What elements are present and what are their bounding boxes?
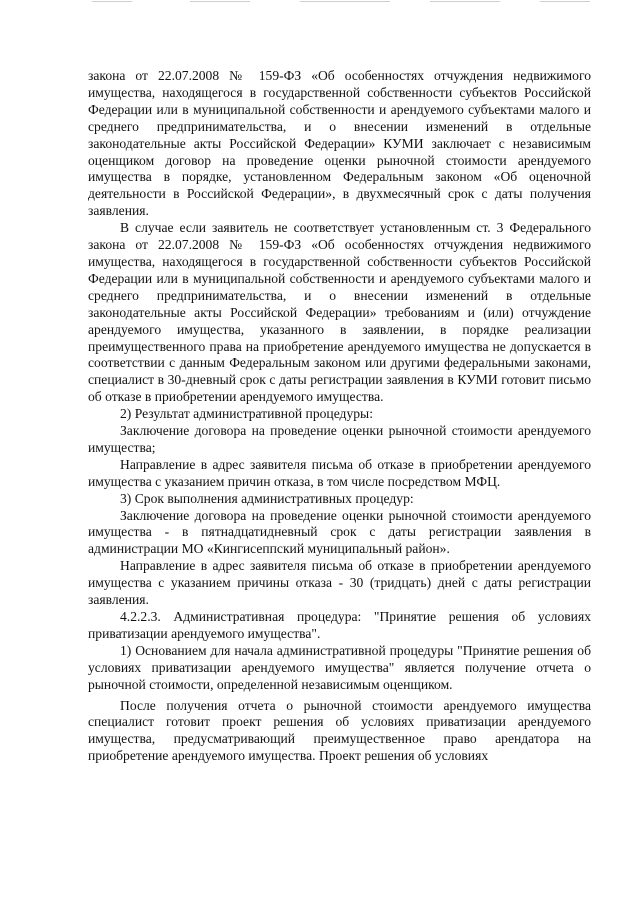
paragraph-5: Направление в адрес заявителя письма об отказе в приобретении арендуемого имущества с указанием причин отказа, в том числе посредством МФЦ. xyxy=(88,456,591,489)
paragraph-1: закона от 22.07.2008 № 159-ФЗ «Об особенностях отчуждения недвижимого имущества, находящегося в государственной собственности субъектов Российской Федерации или в муниципальной собственности и арендуемого субъектами малого и среднего предпринимательства, и о внесении изменений в отдельные законодательные акты Российской Федерации» КУМИ заключает с независимым оценщиком договор на проведение оценки рыночной стоимости арендуемого имущества в порядке, установленном Федеральным законом «Об оценочной деятельности в Российской Федерации», в двухмесячный срок с даты получения заявления. xyxy=(88,68,591,219)
paragraph-4: Заключение договора на проведение оценки рыночной стоимости арендуемого имущества; xyxy=(88,423,591,455)
paragraph-9: 4.2.2.3. Административная процедура: "Принятие решения об условиях приватизации арендуемого имущества". xyxy=(88,609,591,641)
paragraph-7: Заключение договора на проведение оценки рыночной стоимости арендуемого имущества - в пятнадцатидневный срок с даты регистрации заявления в администрации МО «Кингисеппский муниципальный район». xyxy=(88,507,591,557)
paragraph-8: Направление в адрес заявителя письма об отказе в приобретении арендуемого имущества с указанием причины отказа - 30 (тридцать) дней с даты регистрации заявления. xyxy=(88,558,591,608)
paragraph-11: После получения отчета о рыночной стоимости арендуемого имущества специалист готовит проект решения об условиях приватизации арендуемого имущества, предусматривающий преимущественное право арендатора на приобретение арендуемого имущества. Проект решения об условиях xyxy=(88,697,591,764)
paragraph-2: В случае если заявитель не соответствует установленным ст. 3 Федерального закона от 22.07.2008 № 159-ФЗ «Об особенностях отчуждения недвижимого имущества, находящегося в государственной собственности субъектов Российской Федерации или в муниципальной собственности и арендуемого субъектами малого и среднего предпринимательства, и о внесении изменений в отдельные законодательные акты Российской Федерации» требованиям и (или) отчуждение арендуемого имущества, указанного в заявлении, в порядке реализации преимущественного права на приобретение арендуемого имущества не допускается в соответствии с данным Федеральным законом или другими федеральными законами, специалист в 30-дневный срок с даты регистрации заявления в КУМИ готовит письмо об отказе в приобретении арендуемого имущества. xyxy=(88,220,591,405)
paragraph-3: 2) Результат административной процедуры: xyxy=(120,406,373,422)
paragraph-6: 3) Срок выполнения административных процедур: xyxy=(120,490,414,506)
paragraph-10: 1) Основанием для начала административной процедуры "Принятие решения об условиях приватизации арендуемого имущества" является получение отчета о рыночной стоимости, определенной независимым оценщиком. xyxy=(88,642,591,692)
scan-edge xyxy=(0,0,639,3)
document-body xyxy=(88,68,591,765)
